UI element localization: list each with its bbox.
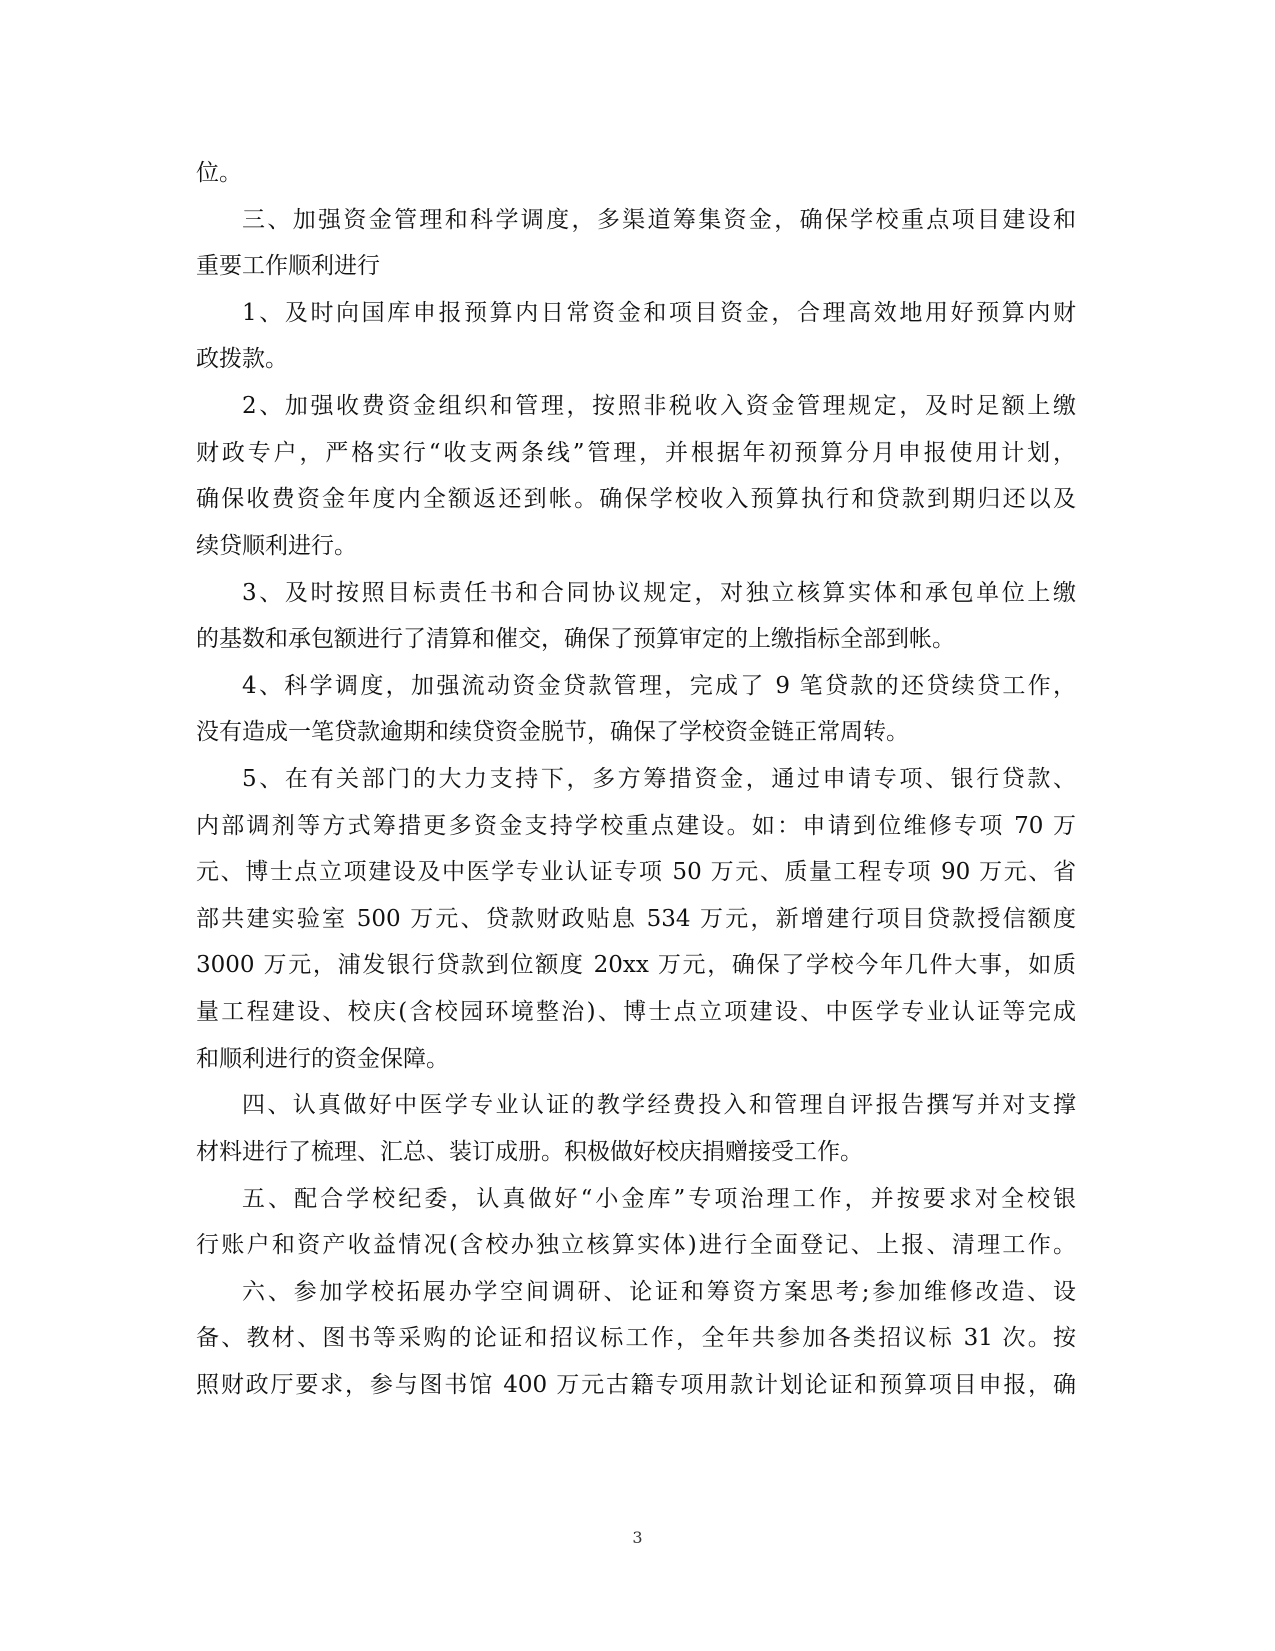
text-line: 五、配合学校纪委，认真做好“小金库”专项治理工作，并按要求对全校银 [242,1186,1076,1212]
text-line: 1、及时向国库申报预算内日常资金和项目资金，合理高效地用好预算内财 [242,300,1076,326]
text-line: 续贷顺利进行。 [196,533,357,559]
text-line: 备、教材、图书等采购的论证和招议标工作，全年共参加各类招议标 31 次。按 [196,1325,1076,1351]
text-line: 2、加强收费资金组织和管理，按照非税收入资金管理规定，及时足额上缴 [242,393,1076,419]
text-line: 部共建实验室 500 万元、贷款财政贴息 534 万元，新增建行项目贷款授信额度 [196,906,1076,932]
text-line: 5、在有关部门的大力支持下，多方筹措资金，通过申请专项、银行贷款、 [242,766,1076,792]
text-line: 元、博士点立项建设及中医学专业认证专项 50 万元、质量工程专项 90 万元、省 [196,859,1076,885]
text-line: 财政专户，严格实行“收支两条线”管理，并根据年初预算分月申报使用计划， [196,440,1076,466]
text-line: 和顺利进行的资金保障。 [196,1046,449,1072]
text-line: 行账户和资产收益情况(含校办独立核算实体)进行全面登记、上报、清理工作。 [196,1232,1076,1258]
text-line: 3000 万元，浦发银行贷款到位额度 20xx 万元，确保了学校今年几件大事，如质 [196,952,1076,978]
text-line: 4、科学调度，加强流动资金贷款管理，完成了 9 笔贷款的还贷续贷工作， [242,673,1076,699]
text-line: 的基数和承包额进行了清算和催交，确保了预算审定的上缴指标全部到帐。 [196,626,955,652]
text-line: 重要工作顺利进行 [196,253,380,279]
text-line: 四、认真做好中医学专业认证的教学经费投入和管理自评报告撰写并对支撑 [242,1092,1076,1118]
text-line: 量工程建设、校庆(含校园环境整治)、博士点立项建设、中医学专业认证等完成 [196,999,1076,1025]
text-line: 三、加强资金管理和科学调度，多渠道筹集资金，确保学校重点项目建设和 [242,207,1076,233]
text-line: 位。 [196,160,242,186]
text-line: 政拨款。 [196,346,288,372]
page-number: 3 [632,1528,643,1547]
text-line: 材料进行了梳理、汇总、装订成册。积极做好校庆捐赠接受工作。 [196,1139,863,1165]
text-line: 没有造成一笔贷款逾期和续贷资金脱节，确保了学校资金链正常周转。 [196,719,909,745]
text-line: 内部调剂等方式筹措更多资金支持学校重点建设。如：申请到位维修专项 70 万 [196,813,1076,839]
text-line: 照财政厅要求，参与图书馆 400 万元古籍专项用款计划论证和预算项目申报，确 [196,1372,1076,1398]
text-line: 六、参加学校拓展办学空间调研、论证和筹资方案思考;参加维修改造、设 [242,1279,1076,1305]
text-line: 确保收费资金年度内全额返还到帐。确保学校收入预算执行和贷款到期归还以及 [196,486,1076,512]
text-line: 3、及时按照目标责任书和合同协议规定，对独立核算实体和承包单位上缴 [242,580,1076,606]
